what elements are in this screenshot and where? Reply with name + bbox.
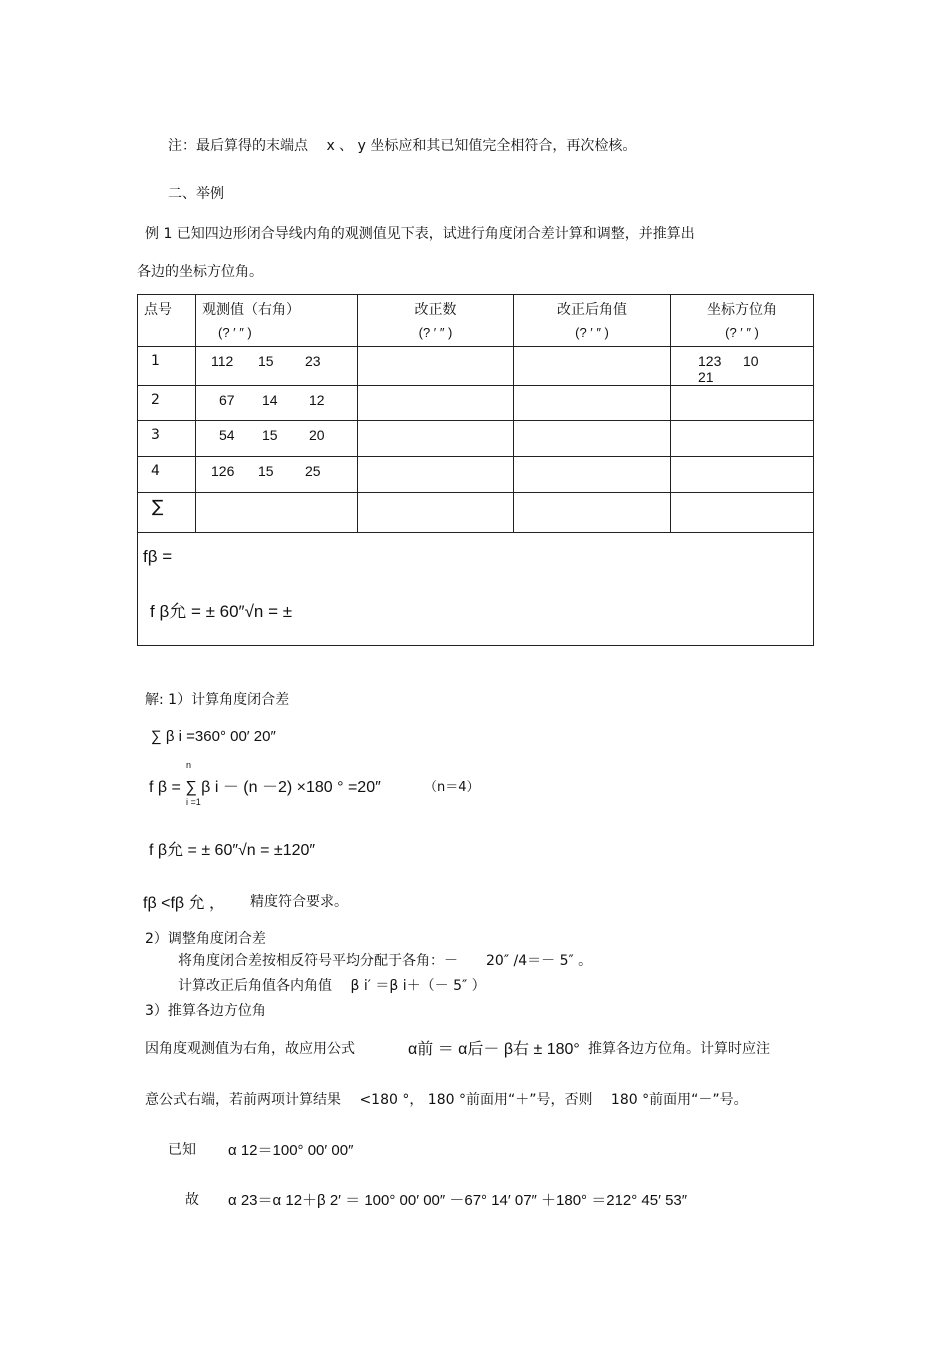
known-label: 已知 [168, 1142, 196, 1158]
table-header-row [138, 295, 814, 347]
f-beta-formula: f β = ∑ β i － (n －2) ×180 ° =20″ [149, 779, 381, 796]
example-line-2: 各边的坐标方位角。 [137, 264, 263, 280]
header-azimuth-title: 坐标方位角 [707, 302, 777, 318]
header-point [138, 295, 196, 347]
row-corrected [514, 347, 671, 386]
obs-deg: 126 [211, 463, 235, 479]
row-observed [196, 421, 358, 457]
header-correction-title: 改正数 [414, 302, 457, 318]
row-point: 1 [138, 347, 196, 386]
row-azimuth [671, 457, 814, 493]
step3-line1-text: 因角度观测值为右角，故应用公式 [145, 1041, 355, 1057]
row-azimuth [671, 347, 814, 386]
row-corrected [514, 457, 671, 493]
header-observed-title: 观测值（右角） [202, 302, 300, 318]
step2-title: 2）调整角度闭合差 [145, 931, 266, 947]
sum-azimuth [671, 493, 814, 533]
header-corrected-unit: (? ′ ″ ) [575, 325, 609, 340]
sum-beta-line: ∑ β i =360° 00′ 20″ [151, 728, 276, 745]
az-min: 10 [743, 353, 759, 369]
therefore-formula: α 23＝α 12＋β 2′ ＝ 100° 00′ 00″ －67° 14′ 07″ ＋180° ＝212° 45′ 53″ [228, 1192, 688, 1209]
step3-line1-tail: 推算各边方位角。计算时应注 [588, 1041, 770, 1057]
obs-deg: 67 [219, 392, 235, 408]
header-azimuth-unit: (? ′ ″ ) [725, 325, 759, 340]
formula-cell [138, 533, 814, 646]
known-formula: α 12＝100° 00′ 00″ [228, 1142, 354, 1159]
row-point: 2 [138, 386, 196, 421]
sum-observed [196, 493, 358, 533]
row-observed [196, 347, 358, 386]
step2-line1: 将角度闭合差按相反符号平均分配于各角：－ 20″ /4＝－ 5″ 。 [178, 953, 593, 969]
row-point: 4 [138, 457, 196, 493]
sum-symbol: ∑ [138, 493, 196, 533]
row-observed [196, 386, 358, 421]
az-deg: 123 [698, 353, 722, 369]
obs-min: 14 [262, 392, 278, 408]
step3-line2: 意公式右端，若前两项计算结果 <180 °， 180 °前面用“＋”号，否则 180 °前面用“－”号。 [145, 1092, 748, 1108]
formula-row [138, 533, 814, 646]
compare-text: 精度符合要求。 [250, 894, 348, 910]
solution-title: 解: 1）计算角度闭合差 [145, 692, 290, 708]
f-allow-line: f β允 = ± 60″√n = ± [150, 602, 293, 621]
n-note: （n＝4） [424, 780, 480, 795]
azimuth-formula: α前 ＝ α后－ β右 ± 180° [408, 1041, 580, 1058]
step3-title: 3）推算各边方位角 [145, 1003, 266, 1019]
obs-sec: 23 [305, 353, 321, 369]
row-correction [358, 457, 514, 493]
sum-upper-limit: n [186, 760, 192, 770]
header-point-title: 点号 [144, 302, 172, 318]
az-sec: 21 [698, 369, 714, 385]
row-correction [358, 421, 514, 457]
obs-sec: 25 [305, 463, 321, 479]
row-point: 3 [138, 421, 196, 457]
obs-sec: 12 [309, 392, 325, 408]
row-azimuth [671, 421, 814, 457]
header-observed [196, 295, 358, 347]
row-corrected [514, 421, 671, 457]
header-correction [358, 295, 514, 347]
row-correction [358, 386, 514, 421]
sum-lower-limit: i =1 [186, 797, 201, 807]
sum-row [138, 493, 814, 533]
table-row [138, 347, 814, 386]
header-observed-unit: (? ′ ″ ) [218, 325, 252, 340]
step2-line2: 计算改正后角值各内角值 β i′ ＝β i＋（－ 5″ ） [178, 978, 486, 994]
header-corrected [514, 295, 671, 347]
row-observed [196, 457, 358, 493]
header-correction-unit: (? ′ ″ ) [418, 325, 453, 340]
table-row [138, 386, 814, 421]
obs-sec: 20 [309, 427, 325, 443]
table-row [138, 421, 814, 457]
row-correction [358, 347, 514, 386]
obs-deg: 112 [211, 353, 234, 369]
sum-correction [358, 493, 514, 533]
therefore-label: 故 [185, 1192, 199, 1208]
table-row [138, 457, 814, 493]
obs-deg: 54 [219, 427, 235, 443]
row-corrected [514, 386, 671, 421]
row-azimuth [671, 386, 814, 421]
observation-table [137, 294, 814, 646]
header-corrected-title: 改正后角值 [557, 302, 627, 318]
obs-min: 15 [262, 427, 278, 443]
header-azimuth [671, 295, 814, 347]
f-beta-line: fβ = [143, 547, 173, 566]
obs-min: 15 [258, 463, 274, 479]
section-heading: 二、举例 [168, 186, 224, 202]
obs-min: 15 [258, 353, 274, 369]
sum-corrected [514, 493, 671, 533]
f-allow-formula: f β允 = ± 60″√n = ±120″ [149, 842, 316, 859]
note-line: 注：最后算得的末端点 x 、 y 坐标应和其已知值完全相符合，再次检核。 [168, 138, 637, 154]
example-line-1: 例 1 已知四边形闭合导线内角的观测值见下表，试进行角度闭合差计算和调整，并推算出 [145, 226, 695, 242]
compare-formula: fβ <fβ 允 ， [143, 895, 225, 912]
